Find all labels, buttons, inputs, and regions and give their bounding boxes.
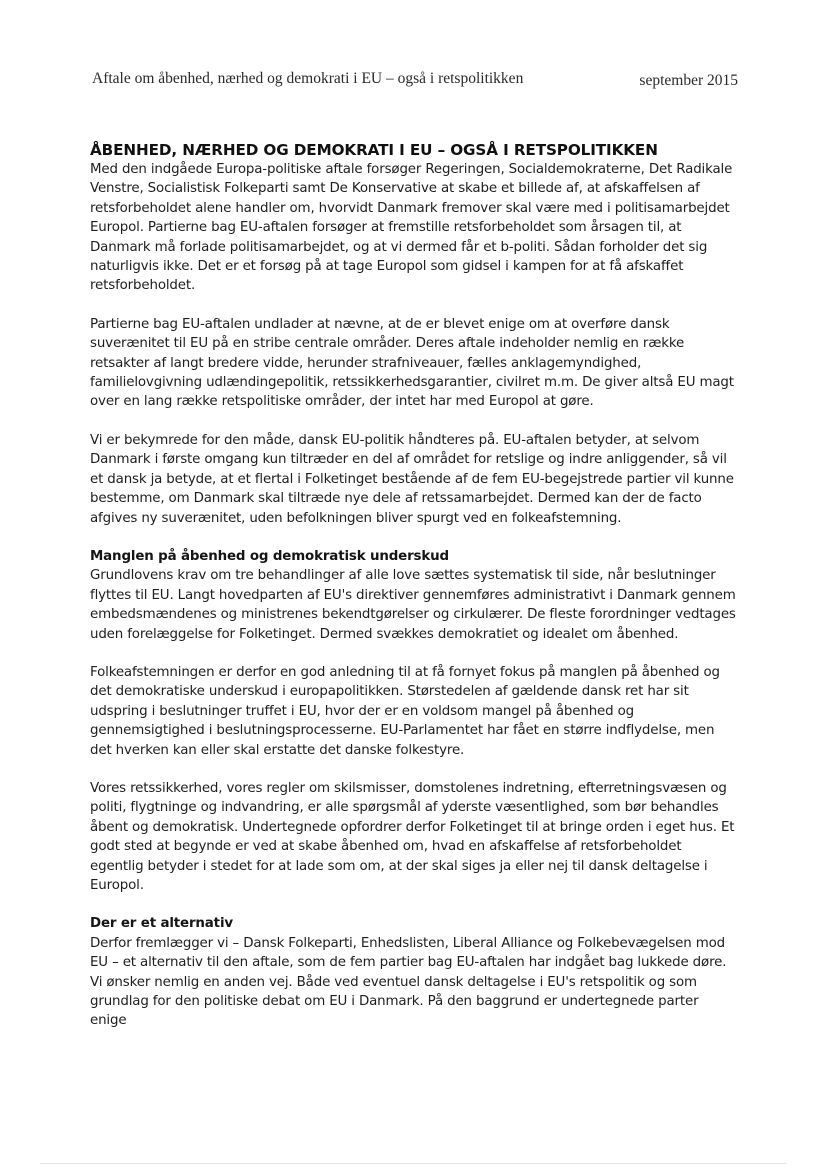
paragraph: Folkeafstemningen er derfor en god anledning til at få fornyet fokus på manglen på åbenhed og det demokratiske underskud i europapolitikken. Størstedelen af gældende dansk ret har sit udspring i beslutninger truffet i EU, hvor der er en voldsom mangel på åbenhed og gennemsigtighed i beslutningsprocesserne. EU-Parlamentet har fået en større indflydelse, men det hverken kan eller skal erstatte det danske folkestyre. <box>90 664 720 758</box>
paragraph: Grundlovens krav om tre behandlinger af alle love sættes systematisk til side, når beslutninger flyttes til EU. Langt hovedparten af EU's direktiver gennemføres administrativt i Danmark gennem embedsmændenes og ministrenes bekendtgørelser og cirkulærer. De fleste forordninger vedtages uden forelæggelse for Folketinget. Dermed svækkes demokratiet og idealet om åbenhed. <box>90 568 736 642</box>
paragraph: Partierne bag EU-aftalen undlader at nævne, at de er blevet enige om at overføre dansk suverænitet til EU på en stribe centrale områder. Deres aftale indeholder nemlig en række retsakter af langt bredere vidde, herunder strafniveauer, fælles anklagemyndighed, familielovgivning udlændingepolitik, retssikkerhedsgarantier, civilret m.m. De giver altså EU magt over en lang række retspolitiske områder, der intet har med Europol at gøre. <box>90 316 734 410</box>
section-heading: Der er et alternativ <box>90 916 233 932</box>
paragraph: Med den indgåede Europa-politiske aftale forsøger Regeringen, Socialdemokraterne, Det Radikale Venstre, Socialistisk Folkeparti samt De Konservative at skabe et billede af, at afskaffelsen af retsforbeholdet alene handler om, hvorvidt Danmark fremover skal være med i politisamarbejdet Europol. Partierne bag EU-aftalen forsøger at fremstille retsforbeholdet som årsagen til, at Danmark må forlade politisamarbejdet, og at vi dermed får et b-politi. Sådan forholder det sig naturligvis ikke. Det er et forsøg på at tage Europol som gidsel i kampen for at få afskaffet retsforbeholdet. <box>90 162 733 294</box>
document-title: ÅBENHED, NÆRHED OG DEMOKRATI I EU – OGSÅ I RETSPOLITIKKEN <box>90 141 658 159</box>
header-date: september 2015 <box>639 72 738 89</box>
paragraph: Vores retssikkerhed, vores regler om skilsmisser, domstolenes indretning, efterretningsvæsen og politi, flygtninge og indvandring, er alle spørgsmål af yderste væsentlighed, som bør behandles åbent og demokratisk. Undertegnede opfordrer derfor Folketinget til at bringe orden i eget hus. Et godt sted at begynde er ved at skabe åbenhed om, hvad en afskaffelse af retsforbeholdet egentlig betyder i stedet for at lade som om, at der skal siges ja eller nej til dansk deltagelse i Europol. <box>90 780 735 893</box>
header-title: Aftale om åbenhed, nærhed og demokrati i EU – også i retspolitikken <box>92 70 524 87</box>
paragraph: Derfor fremlægger vi – Dansk Folkeparti, Enhedslisten, Liberal Alliance og Folkebevægelsen mod EU – et alternativ til den aftale, som de fem partier bag EU-aftalen har indgået bag lukkede døre. Vi ønsker nemlig en anden vej. Både ved eventuel dansk deltagelse i EU's retspolitik og som grundlag for den politiske debat om EU i Danmark. På den baggrund er undertegnede parter enige <box>90 935 727 1029</box>
document-body <box>90 140 738 1050</box>
scan-edge-divider <box>40 1163 786 1164</box>
paragraph: Vi er bekymrede for den måde, dansk EU-politik håndteres på. EU-aftalen betyder, at selvom Danmark i første omgang kun tiltræder en del af området for retslige og indre anliggender, så vil et dansk ja betyde, at et flertal i Folketinget bestående af de fem EU-begejstrede partier vil kunne bestemme, om Danmark skal tiltræde nye dele af retssamarbejdet. Dermed kan der de facto afgives ny suverænitet, uden befolkningen bliver spurgt ved en folkeafstemning. <box>90 432 734 526</box>
section-heading: Manglen på åbenhed og demokratisk underskud <box>90 548 449 564</box>
